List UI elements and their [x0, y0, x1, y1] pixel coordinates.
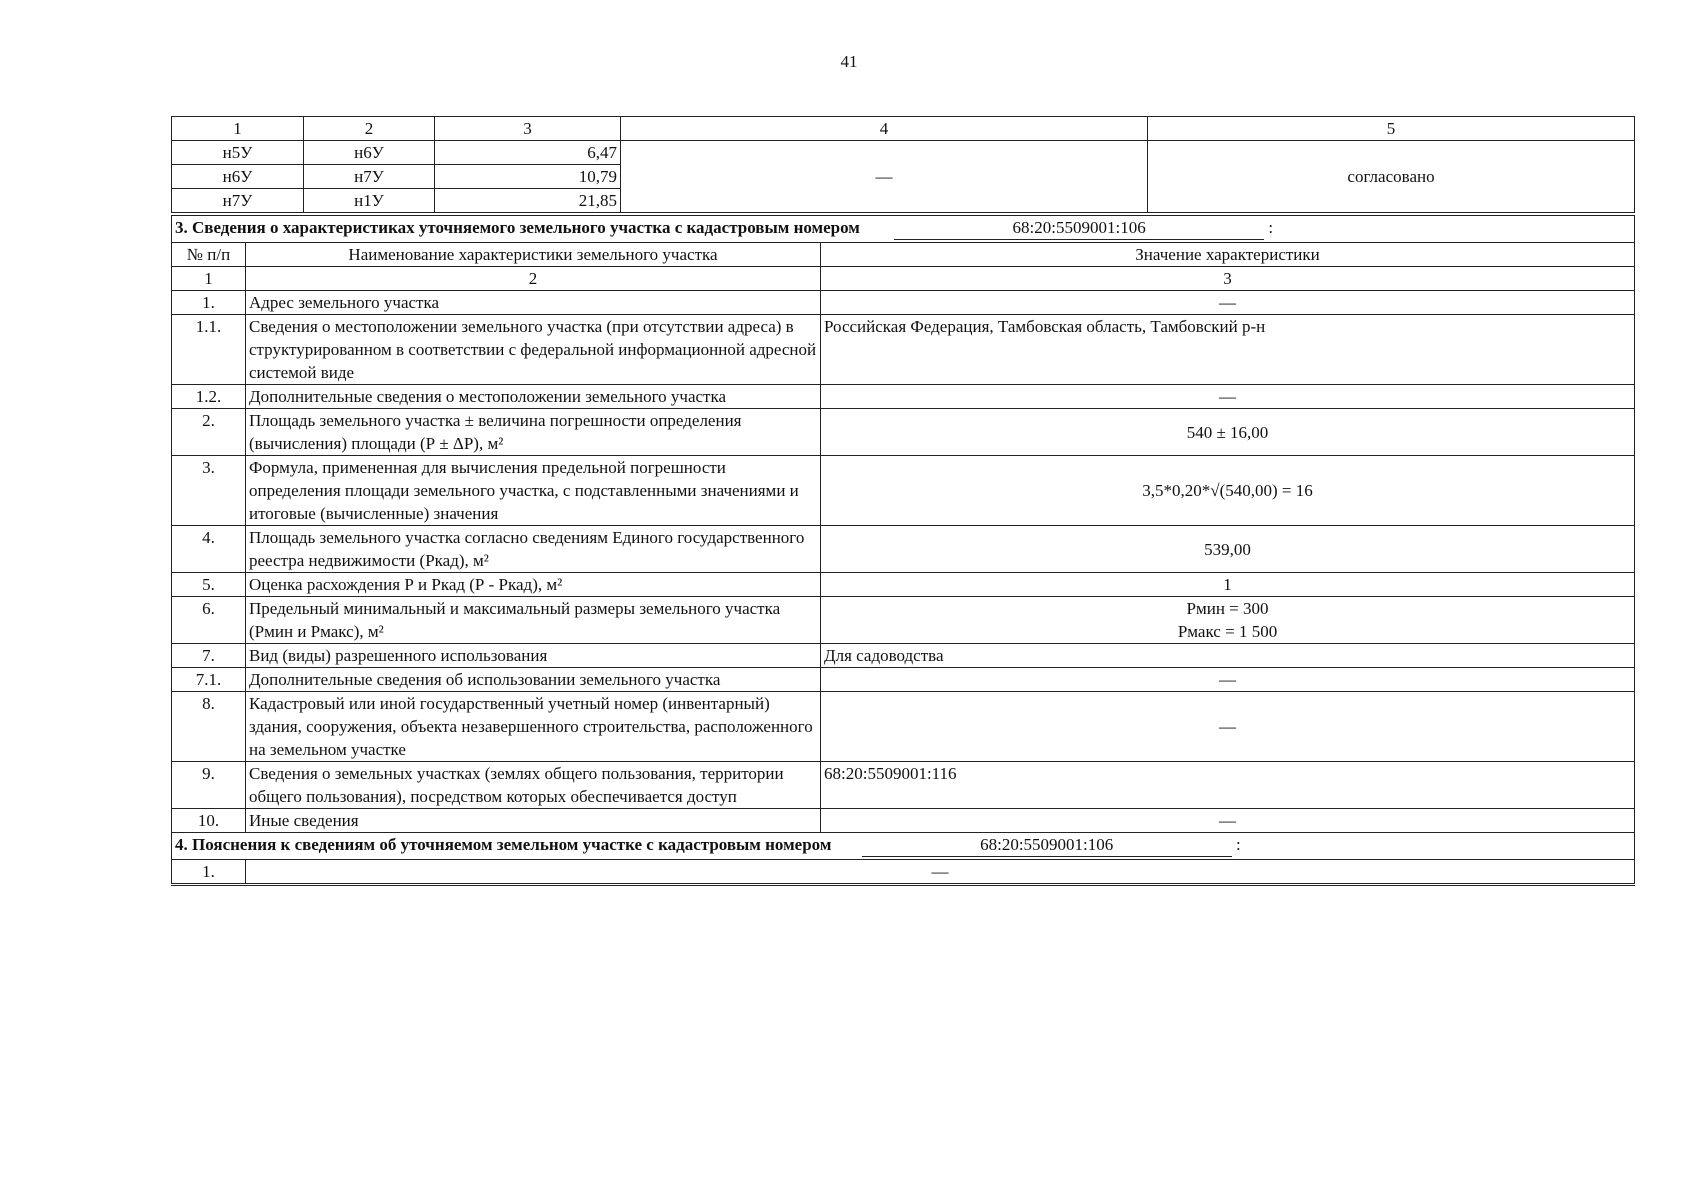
row-value: 3,5*0,20*√(540,00) = 16 [821, 456, 1635, 526]
row-name: Площадь земельного участка ± величина погрешности определения (вычисления) площади (Р ± ΔР), м² [246, 409, 821, 456]
table-row [172, 385, 1635, 409]
col-header-5: 5 [1148, 117, 1635, 141]
row-name: Вид (виды) разрешенного использования [246, 644, 821, 668]
section4-cadastral-number: 68:20:5509001:106 [862, 834, 1232, 857]
description-cell: — [621, 141, 1148, 213]
max-size-value: Рмакс = 1 500 [1177, 622, 1278, 641]
section3-cadastral-number: 68:20:5509001:106 [894, 217, 1264, 240]
row-num: 1. [172, 291, 246, 315]
segment-length: 21,85 [435, 189, 621, 213]
row-name: Предельный минимальный и максимальный размеры земельного участка (Рмин и Рмакс), м² [246, 597, 821, 644]
boundary-header-row [172, 117, 1635, 141]
row-name: Формула, примененная для вычисления предельной погрешности определения площади земельного участка, с подставленными значениями и итоговые (вычисленные) значения [246, 456, 821, 526]
row-num: 2. [172, 409, 246, 456]
section4-title: 4. Пояснения к сведениям об уточняемом земельном участке с кадастровым номером [175, 835, 832, 854]
point-from: н6У [172, 165, 304, 189]
point-to: н6У [304, 141, 435, 165]
header-value: Значение характеристики [821, 243, 1635, 267]
table-row [172, 315, 1635, 385]
section3-colon: : [1268, 218, 1274, 237]
min-size-value: Рмин = 300 [1186, 599, 1269, 618]
row-value: — [821, 385, 1635, 409]
section3-title-cell [172, 216, 1635, 243]
row-num: 8. [172, 692, 246, 762]
row-value: — [821, 809, 1635, 833]
section3-title: 3. Сведения о характеристиках уточняемого земельного участка с кадастровым номером [175, 218, 860, 237]
boundary-table [171, 116, 1635, 213]
row-num: 3. [172, 456, 246, 526]
row-value: 1 [821, 573, 1635, 597]
row-value: Для садоводства [821, 644, 1635, 668]
characteristics-table [171, 215, 1635, 886]
colnum-3: 3 [821, 267, 1635, 291]
colnum-1: 1 [172, 267, 246, 291]
segment-length: 6,47 [435, 141, 621, 165]
point-to: н1У [304, 189, 435, 213]
table-row [172, 762, 1635, 809]
section3-colnum-row [172, 267, 1635, 291]
row-name: Площадь земельного участка согласно сведениям Единого государственного реестра недвижимости (Ркад), м² [246, 526, 821, 573]
row-num: 7. [172, 644, 246, 668]
table-row [172, 692, 1635, 762]
table-row [172, 668, 1635, 692]
table-row [172, 456, 1635, 526]
table-row [172, 526, 1635, 573]
row-name: Дополнительные сведения об использовании земельного участка [246, 668, 821, 692]
header-name: Наименование характеристики земельного участка [246, 243, 821, 267]
row-num: 1.2. [172, 385, 246, 409]
row-name: Сведения о местоположении земельного участка (при отсутствии адреса) в структурированном в соответствии с федеральной информационной адресной системой виде [246, 315, 821, 385]
col-header-3: 3 [435, 117, 621, 141]
table-row [172, 644, 1635, 668]
row-num: 4. [172, 526, 246, 573]
section4-colon: : [1235, 835, 1241, 854]
point-to: н7У [304, 165, 435, 189]
section3-title-row [172, 216, 1635, 243]
row-value: — [246, 860, 1635, 885]
table-row [172, 809, 1635, 833]
point-from: н5У [172, 141, 304, 165]
table-row [172, 409, 1635, 456]
table-row [172, 573, 1635, 597]
row-name: Дополнительные сведения о местоположении земельного участка [246, 385, 821, 409]
row-value [821, 597, 1635, 644]
table-row [172, 597, 1635, 644]
row-value: Российская Федерация, Тамбовская область, Тамбовский р-н [821, 315, 1635, 385]
row-name: Сведения о земельных участках (землях общего пользования, территории общего пользования), посредством которых обеспечивается доступ [246, 762, 821, 809]
section4-title-row [172, 833, 1635, 860]
row-value: 539,00 [821, 526, 1635, 573]
row-num: 5. [172, 573, 246, 597]
row-name: Иные сведения [246, 809, 821, 833]
section4-title-cell [172, 833, 1635, 860]
row-num: 7.1. [172, 668, 246, 692]
table-row [172, 291, 1635, 315]
header-num: № п/п [172, 243, 246, 267]
row-num: 10. [172, 809, 246, 833]
page-number: 41 [840, 52, 858, 71]
point-from: н7У [172, 189, 304, 213]
row-num: 6. [172, 597, 246, 644]
row-num: 1.1. [172, 315, 246, 385]
row-value: — [821, 668, 1635, 692]
row-name: Кадастровый или иной государственный учетный номер (инвентарный) здания, сооружения, объекта незавершенного строительства, расположенного на земельном участке [246, 692, 821, 762]
row-value: 540 ± 16,00 [821, 409, 1635, 456]
col-header-4: 4 [621, 117, 1148, 141]
table-row [172, 141, 1635, 165]
row-num: 1. [172, 860, 246, 885]
row-name: Оценка расхождения Р и Ркад (Р - Ркад), м² [246, 573, 821, 597]
colnum-2: 2 [246, 267, 821, 291]
row-name: Адрес земельного участка [246, 291, 821, 315]
segment-length: 10,79 [435, 165, 621, 189]
section3-header-row [172, 243, 1635, 267]
row-value: — [821, 692, 1635, 762]
row-value: 68:20:5509001:116 [821, 762, 1635, 809]
col-header-2: 2 [304, 117, 435, 141]
col-header-1: 1 [172, 117, 304, 141]
table-row [172, 860, 1635, 885]
row-num: 9. [172, 762, 246, 809]
row-value: — [821, 291, 1635, 315]
agreement-status: согласовано [1148, 141, 1635, 213]
